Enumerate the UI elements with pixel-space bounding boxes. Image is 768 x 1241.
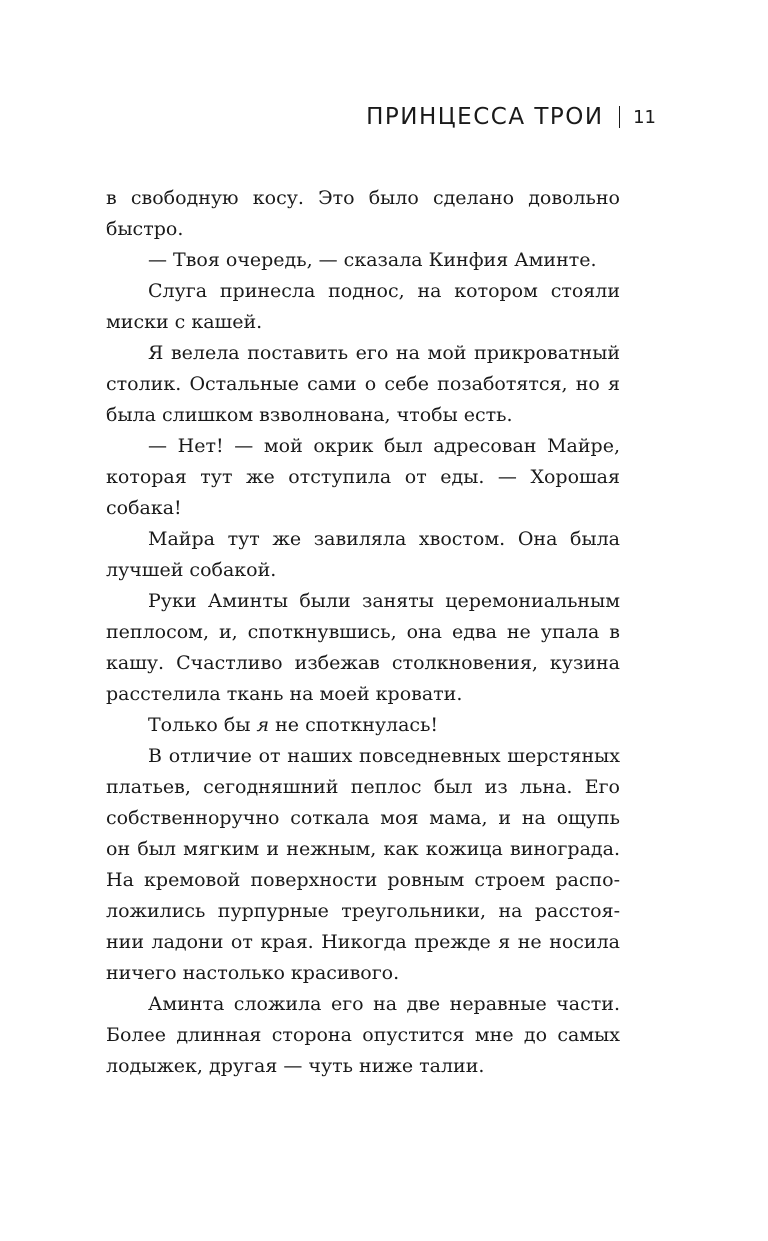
paragraph-3: Слуга принесла поднос, на котором стояли миски с кашей. [106,280,620,333]
paragraph-9: В отличие от наших повседневных шерстяных платьев, сегодняшний пеплос был из льна. Его собственноручно соткала моя мама, и на ощупь он был мягким и нежным, как кожица винограда. На кремовой поверхности ровным строем расположились пурпурные треугольники, на расстоянии ладони от края. Никогда прежде я не носила ничего настолько красивого. [106,745,620,984]
paragraph-10: Аминта сложила его на две неравные части. Более длинная сторона опустится мне до самых лодыжек, другая — чуть ниже талии. [106,993,620,1077]
running-header [366,100,656,134]
body-text [106,183,620,1082]
paragraph-8: Только бы я не споткнулась! [148,714,439,736]
header-separator [619,106,621,128]
paragraph-2: — Твоя очередь, — сказала Кинфия Аминте. [148,249,597,271]
page-number: 11 [633,106,656,128]
paragraph-7: Руки Аминты были заняты церемониальным пеплосом, и, споткнувшись, она едва не упала в кашу. Счастливо избежав столкновения, кузина расстелила ткань на моей кровати. [106,590,620,705]
paragraph-5: — Нет! — мой окрик был адресован Майре, которая тут же отступила от еды. — Хорошая собака! [106,435,620,519]
running-title: ПРИНЦЕССА ТРОИ [366,104,604,130]
paragraph-6: Майра тут же завиляла хвостом. Она была лучшей собакой. [106,528,620,581]
emphasis: я [256,714,270,736]
paragraph-1: в свободную косу. Это было сделано довольно быстро. [106,187,620,240]
paragraph-4: Я велела поставить его на мой прикроватный столик. Остальные сами о себе позаботятся, но я была слишком взволнована, чтобы есть. [106,342,620,426]
